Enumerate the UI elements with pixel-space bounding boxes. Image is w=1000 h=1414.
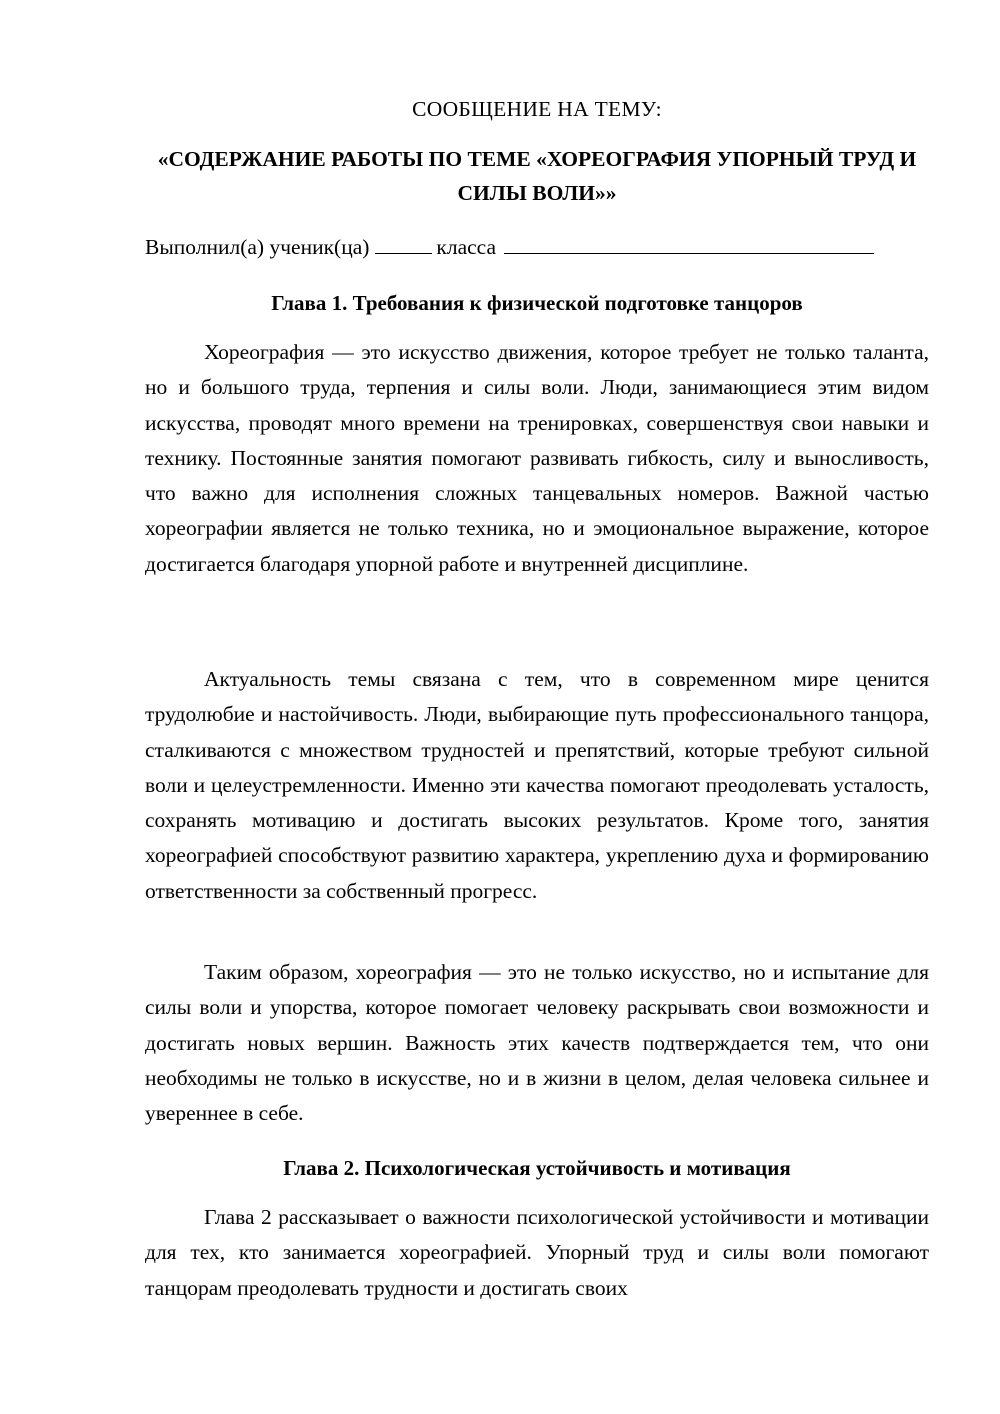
chapter2-heading: Глава 2. Психологическая устойчивость и мотивация xyxy=(283,1156,791,1180)
class-label: класса xyxy=(436,235,497,259)
student-name-blank xyxy=(504,231,874,254)
chapter1-paragraph-1: Хореография — это искусство движения, которое требует не только таланта, но и большого труда, терпения и силы воли. Люди, занимающиеся этим видом искусства, проводят много времени на тренировках, совершенствуя свои навыки и технику. Постоянные занятия помогают развивать гибкость, силу и выносливость, что важно для исполнения сложных танцевальных номеров. Важной частью хореографии является не только техника, но и эмоциональное выражение, которое достигается благодаря упорной работе и внутренней дисциплине. xyxy=(145,340,929,576)
signature-prefix: Выполнил(а) ученик(ца) xyxy=(145,235,370,259)
document-title-topic: «СОДЕРЖАНИЕ РАБОТЫ ПО ТЕМЕ «ХОРЕОГРАФИЯ УПОРНЫЙ ТРУД И СИЛЫ ВОЛИ»» xyxy=(157,147,917,205)
class-number-blank xyxy=(375,231,432,254)
chapter1-heading: Глава 1. Требования к физической подготовке танцоров xyxy=(271,291,803,315)
chapter1-paragraph-2: Актуальность темы связана с тем, что в современном мире ценится трудолюбие и настойчивость. Люди, выбирающие путь профессионального танцора, сталкиваются с множеством трудностей и препятствий, которые требуют сильной воли и целеустремленности. Именно эти качества помогают преодолевать усталость, сохранять мотивацию и достигать высоких результатов. Кроме того, занятия хореографией способствуют развитию характера, укреплению духа и формированию ответственности за собственный прогресс. xyxy=(145,667,929,903)
chapter2-paragraph-1: Глава 2 рассказывает о важности психологической устойчивости и мотивации для тех, кто занимается хореографией. Упорный труд и силы воли помогают танцорам преодолевать трудности и достигать своих xyxy=(145,1205,929,1300)
chapter1-paragraph-3: Таким образом, хореография — это не только искусство, но и испытание для силы воли и упорства, которое помогает человеку раскрывать свои возможности и достигать новых вершин. Важность этих качеств подтверждается тем, что они необходимы не только в искусстве, но и в жизни в целом, делая человека сильнее и увереннее в себе. xyxy=(145,960,929,1126)
document-title-line1: СООБЩЕНИЕ НА ТЕМУ: xyxy=(412,97,662,121)
signature-line xyxy=(145,231,929,263)
